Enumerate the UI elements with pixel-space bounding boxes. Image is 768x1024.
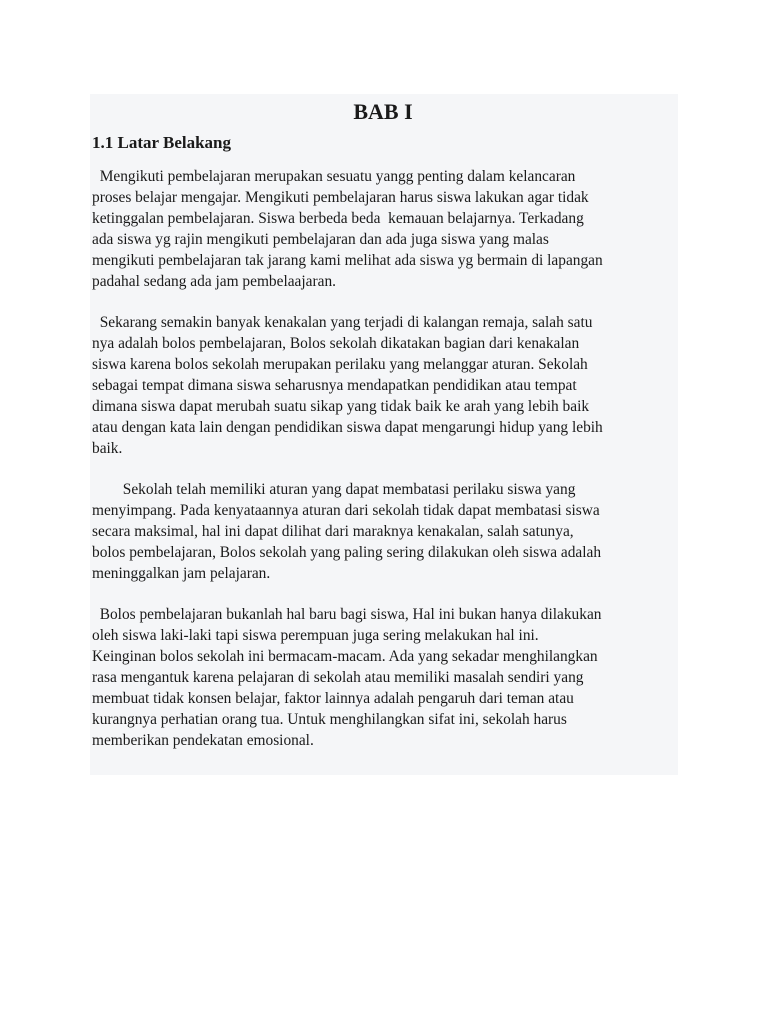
paragraph-3: Sekolah telah memiliki aturan yang dapat membatasi perilaku siswa yang menyimpang. Pada kenyataannya aturan dari sekolah tidak dapat membatasi siswa secara maksimal, hal ini dapat dilihat dari maraknya kenakalan, salah satunya, bolos pembelajaran, Bolos sekolah yang paling sering dilakukan oleh siswa adalah meninggalkan jam pelajaran.: [92, 481, 602, 582]
paragraph-4: Bolos pembelajaran bukanlah hal baru bagi siswa, Hal ini bukan hanya dilakukan oleh siswa laki-laki tapi siswa perempuan juga sering melakukan hal ini. Keinginan bolos sekolah ini bermacam-macam. Ada yang sekadar menghilangkan rasa mengantuk karena pelajaran di sekolah atau memiliki masalah sendiri yang membuat tidak konsen belajar, faktor lainnya adalah pengaruh dari teman atau kurangnya perhatian orang tua. Untuk menghilangkan sifat ini, sekolah harus memberikan pendekatan emosional.: [92, 606, 602, 749]
section-title: 1.1 Latar Belakang: [92, 133, 232, 152]
paragraph-2: Sekarang semakin banyak kenakalan yang terjadi di kalangan remaja, salah satu nya adalah bolos pembelajaran, Bolos sekolah dikatakan bagian dari kenakalan siswa karena bolos sekolah merupakan perilaku yang melanggar aturan. Sekolah sebagai tempat dimana siswa seharusnya mendapatkan pendidikan atau tempat dimana siswa dapat merubah suatu sikap yang tidak baik ke arah yang lebih baik atau dengan kata lain dengan pendidikan siswa dapat mengarungi hidup yang lebih baik.: [92, 314, 603, 457]
document-page: [90, 94, 678, 775]
chapter-title: BAB I: [353, 99, 413, 124]
paragraph-1: Mengikuti pembelajaran merupakan sesuatu yangg penting dalam kelancaran proses belajar mengajar. Mengikuti pembelajaran harus siswa lakukan agar tidak ketinggalan pembelajaran. Siswa berbeda beda kemauan belajarnya. Terkadang ada siswa yg rajin mengikuti pembelajaran dan ada juga siswa yang malas mengikuti pembelajaran tak jarang kami melihat ada siswa yg bermain di lapangan padahal sedang ada jam pembelaajaran.: [92, 168, 603, 290]
